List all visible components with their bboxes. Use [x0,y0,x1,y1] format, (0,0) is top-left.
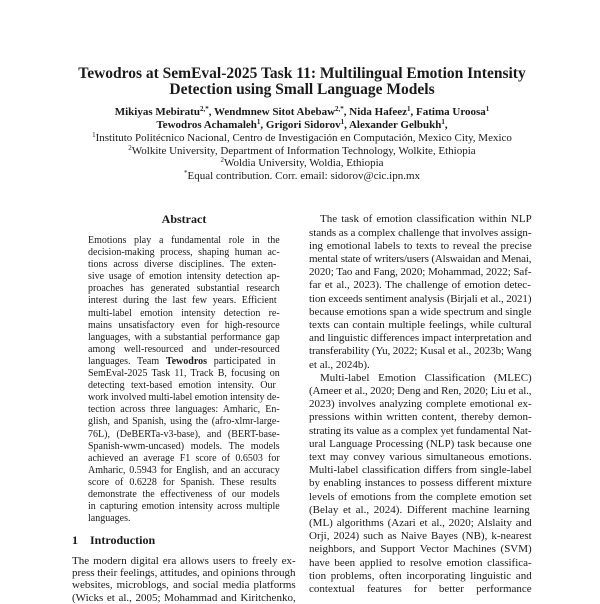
author-affiliation-marker: 1 [486,105,490,113]
title-line: Tewodros at SemEval-2025 Task 11: Multilingual Emotion Intensity [0,66,600,82]
text-line: Amharic, 0.5943 for English, and an accuracy [88,465,280,477]
text-line: neighbors, and Support Vector Machines (SVM) [309,543,532,556]
text-line: among well-resourced and under-resourced [88,344,280,356]
text-line: Spanish-wwm-uncased) models. The models [88,441,280,453]
affiliation-text: Woldia University, Woldia, Ethiopia [224,157,384,169]
text-line: demonstrate the effectiveness of our models [88,489,280,501]
introduction-body [72,555,296,604]
text-line: achieved an average F1 score of 0.6503 for [88,453,280,465]
author-affiliation-marker: 2,* [200,105,209,113]
text-line: because emotions span a wide spectrum and single [309,306,532,319]
text-line: (Belay et al., 2024). Different machine learning [309,504,532,517]
author-separator: , [260,119,266,131]
text-segment: participated in [207,356,275,367]
text-line: websites, microblogs, and social media platforms [72,579,296,591]
author-line [0,119,600,132]
text-line: SemEval-2025 Task 11, Track B, focusing on [88,368,280,380]
author-affiliation-marker: 1 [257,118,261,126]
text-line: Multi-label Emotion Classification (MLEC) [309,372,532,385]
author-separator: , [209,106,214,118]
text-line: Multi-label classification differs from single-label [309,464,532,477]
text-line: by enabling instances to possess different mixture [309,477,532,490]
author-separator: , [344,119,349,131]
author-name: Mikiyas Mebiratu [115,106,200,118]
text-line: 76L), (DeBERTa-v3-base), and (BERT-base- [88,429,280,441]
text-line: The task of emotion classification within NLP [309,213,532,226]
text-line: ural Language Processing (NLP) task because one [309,438,532,451]
text-line: strating its value as a complex yet fundamental Nat- [309,425,532,438]
section-heading-introduction [72,533,155,547]
text-line: languages. [88,513,280,525]
abstract-body [88,235,280,525]
affiliation-text: Instituto Politécnico Nacional, Centro de Investigación en Computación, Mexico City, Mexico [96,132,512,144]
text-line: The modern digital era allows users to freely ex- [72,555,296,567]
affiliation-text: Wolkite University, Department of Information Technology, Wolkite, Ethiopia [132,145,476,157]
author-affiliation-marker: 1 [341,118,345,126]
text-line: tion problems, often incorporating linguistic and [309,570,532,583]
author-line [0,106,600,119]
section-title: Introduction [90,533,155,547]
text-line: press their feelings, attitudes, and opinions through [72,567,296,579]
right-column-body [309,213,532,596]
text-line: tions across diverse disciplines. The exten- [88,259,280,271]
text-line: 2020; Tao and Fang, 2020; Mohammad, 2022; Saf- [309,266,532,279]
affiliation-line [0,145,600,158]
text-line: in capturing emotion intensity across multiple [88,501,280,513]
author-affiliation-marker: 1 [407,105,411,113]
author-name: Nida Hafeez [349,106,407,118]
text-line: mental state of writers/users (Alswaidan and Menai, [309,253,532,266]
author-affiliation-marker: 1 [441,118,445,126]
bold-text: Tewodros [166,356,207,367]
text-line: (Ameer et al., 2020; Deng and Ren, 2020; Liu et al., [309,385,532,398]
text-line: score of 0.6228 for Spanish. These results [88,477,280,489]
text-line: have been applied to resolve emotion classifica- [309,557,532,570]
text-line: levels of emotions from the complete emotion set [309,491,532,504]
author-name: Fatima Uroosa [416,106,486,118]
text-line: proaches has generated substantial research [88,283,280,295]
abstract-heading: Abstract [72,212,296,226]
affiliation-marker: * [184,169,188,177]
author-name: Wendmnew Sitot Abebaw [214,106,335,118]
affiliation-marker: 2 [128,144,132,152]
affiliation-marker: 2 [220,156,224,164]
text-line: (ML) algorithms (Azari et al., 2020; Alslaity and [309,517,532,530]
text-line: languages, with a substantial performance gap [88,332,280,344]
affiliation-line [0,170,600,183]
text-line: 2023) involves analyzing complete emotional ex- [309,398,532,411]
text-line: text may convey various simultaneous emotions. [309,451,532,464]
text-line: glish, and Spanish, using the (afro-xlmr-large- [88,416,280,428]
text-line: transferability (Yu, 2022; Kusal et al., 2023b; Wang [309,345,532,358]
affiliation-line [0,132,600,145]
author-name: Alexander Gelbukh [349,119,441,131]
author-separator: , [411,106,417,118]
author-separator: , [344,106,350,118]
title-line: Detection using Small Language Models [0,82,600,98]
affiliation-text: Equal contribution. Corr. email: sidorov@cic.ipn.mx [187,170,420,182]
text-line: tection across three languages: Amharic, En- [88,404,280,416]
text-line: multi-label emotion intensity detection re- [88,308,280,320]
text-line: (Wicks et al., 2005; Mohammad and Kiritchenko, [72,592,296,604]
text-line: texts can contain multiple feelings, while cultural [309,319,532,332]
author-separator: , [445,119,448,131]
text-line: mains unsatisfactory even for high-resource [88,320,280,332]
affiliation-marker: 1 [92,131,96,139]
text-line: et al., 2024b). [309,359,532,372]
text-line: Orji, 2024) such as Naive Bayes (NB), k-nearest [309,530,532,543]
text-line: and linguistic differences impact interpretation and [309,332,532,345]
author-name: Grigori Sidorov [266,119,341,131]
section-number: 1 [72,533,90,547]
author-name: Tewodros Achamaleh [156,119,257,131]
author-affiliation-marker: 2,* [335,105,344,113]
text-segment: languages. Team [88,356,166,367]
affiliation-line [0,157,600,170]
affiliations [0,132,600,183]
text-line: contextual features for better performance [309,583,532,596]
text-line: tion exceeds sentiment analysis (Birjali et al., 2021) [309,293,532,306]
text-line: sive usage of emotion intensity detection ap- [88,271,280,283]
paper-title [0,66,600,98]
text-line: ing emotional labels to texts to reveal the precise [309,240,532,253]
text-line: detecting text-based emotion intensity. Our [88,380,280,392]
text-line: pressions within written content, thereby demon- [309,411,532,424]
author-list [0,106,600,132]
text-line: decision-making process, shaping human ac- [88,247,280,259]
text-line: Emotions play a fundamental role in the [88,235,280,247]
text-line: work involved multi-label emotion intensity de- [88,392,280,404]
text-line: interest during the last few years. Efficient [88,295,280,307]
text-line: stands as a complex challenge that involves assign- [309,227,532,240]
text-line: far et al., 2023). The challenge of emotion detec- [309,279,532,292]
text-line [88,356,280,368]
